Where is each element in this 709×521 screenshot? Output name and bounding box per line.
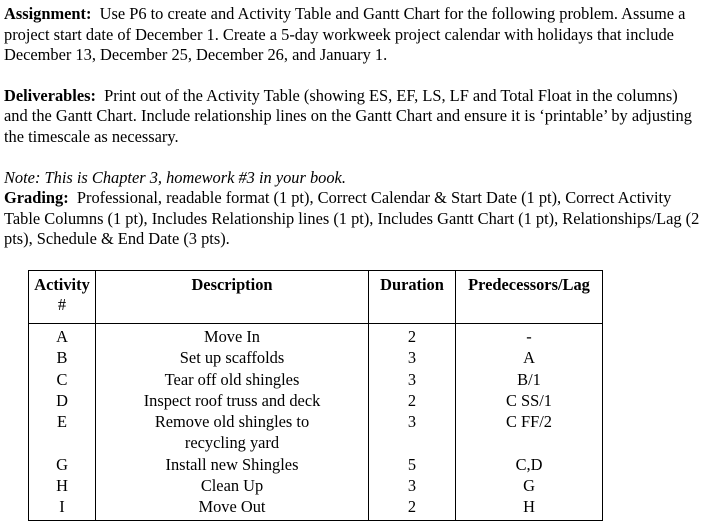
grading-paragraph xyxy=(4,188,704,250)
activity-column xyxy=(29,324,96,521)
predecessor-cell: C SS/1 xyxy=(505,390,552,410)
predecessor-cell xyxy=(456,432,602,453)
assignment-label: Assignment: xyxy=(4,4,92,23)
duration-cell: 3 xyxy=(407,476,417,496)
activity-cell: A xyxy=(56,327,68,346)
description-cell: recycling yard xyxy=(184,433,280,453)
predecessor-cell: A xyxy=(523,348,535,368)
description-cell: Clean Up xyxy=(200,476,264,496)
header-activity-line2: # xyxy=(57,295,67,314)
note-paragraph xyxy=(4,168,704,189)
description-cell: Tear off old shingles xyxy=(164,369,300,389)
activity-cell: C xyxy=(56,369,68,389)
header-predecessors-text: Predecessors/Lag xyxy=(468,275,590,294)
description-column xyxy=(96,324,369,521)
table-header-row xyxy=(29,271,603,324)
duration-cell: 2 xyxy=(407,327,417,346)
predecessor-cell: - xyxy=(526,327,532,346)
description-cell: Install new Shingles xyxy=(165,454,299,474)
activity-cell: G xyxy=(56,454,68,474)
description-cell: Inspect roof truss and deck xyxy=(143,390,321,410)
predecessors-column xyxy=(456,324,603,521)
predecessor-cell: B/1 xyxy=(517,369,541,389)
deliverables-paragraph xyxy=(4,86,704,148)
duration-cell: 2 xyxy=(407,390,417,410)
header-activity-line1: Activity xyxy=(34,275,90,294)
duration-cell: 2 xyxy=(407,497,417,517)
activity-cell: H xyxy=(56,476,68,496)
assignment-paragraph xyxy=(4,4,704,66)
activity-cell: E xyxy=(56,412,67,432)
description-cell: Remove old shingles to xyxy=(154,412,310,432)
header-predecessors xyxy=(456,271,603,324)
activity-cell: B xyxy=(56,348,68,368)
description-cell: Move Out xyxy=(198,497,266,517)
grading-label: Grading: xyxy=(4,188,69,208)
deliverables-label: Deliverables: xyxy=(4,85,96,105)
activity-cell xyxy=(29,432,95,453)
header-activity xyxy=(29,271,96,324)
activity-table xyxy=(28,270,603,521)
grading-text: Professional, readable format (1 pt), Correct Calendar & Start Date (1 pt), Correct Activity Table Columns (1 pt), Includes Relationship lines (1 pt), Includes Gantt Chart (1 pt), Relationships/Lag (2 pts), Schedule & End Date (3 pts). xyxy=(4,188,700,249)
table-body-row xyxy=(29,324,603,521)
duration-cell: 3 xyxy=(407,412,417,432)
duration-cell: 5 xyxy=(407,454,417,474)
activity-cell: I xyxy=(59,497,65,517)
predecessor-cell: C,D xyxy=(515,454,543,474)
note-text: Note: This is Chapter 3, homework #3 in your book. xyxy=(4,167,346,187)
activity-cell: D xyxy=(56,390,68,410)
predecessor-cell: C FF/2 xyxy=(505,412,552,432)
description-cell: Move In xyxy=(204,327,260,346)
predecessor-cell: G xyxy=(523,476,535,496)
header-duration-text: Duration xyxy=(380,275,444,294)
predecessor-cell: H xyxy=(523,497,535,517)
document-page xyxy=(4,4,704,270)
header-description xyxy=(96,271,369,324)
assignment-text: Use P6 to create and Activity Table and Gantt Chart for the following problem. Assume a project start date of December 1. Create a 5-day workweek project calendar with holidays that include December 13, December 25, December 26, and January 1. xyxy=(4,4,686,65)
header-duration xyxy=(369,271,456,324)
duration-cell: 3 xyxy=(407,348,417,368)
duration-column xyxy=(369,324,456,521)
duration-cell: 3 xyxy=(407,369,417,389)
deliverables-text: Print out of the Activity Table (showing ES, EF, LS, LF and Total Float in the columns) and the Gantt Chart. Include relationship lines on the Gantt Chart and ensure it is ‘printable’ by adjusting the timescale as necessary. xyxy=(4,85,692,146)
description-cell: Set up scaffolds xyxy=(179,348,285,368)
header-description-text: Description xyxy=(191,275,273,294)
duration-cell xyxy=(369,432,455,453)
